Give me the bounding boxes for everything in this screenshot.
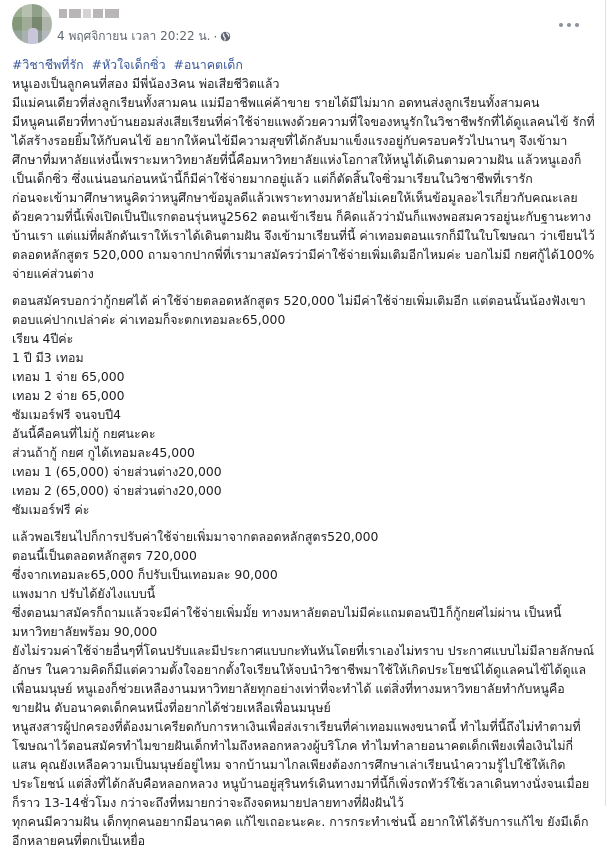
text-line: เทอม 2 (65,000) จ่ายส่วนต่าง20,000 [12,483,222,498]
text-line: ทุกคนมีความฝัน เด็กทุกคนอยากมีอนาคต แก้ไขเถอะนะคะ. การกระทำเช่นนี้ อยากให้ได้รับการแก้ไข ยังมีเด็ก [12,814,589,829]
text-line: เทอม 1 จ่าย 65,000 [12,369,125,384]
text-line: หนูเองเป็นลูกคนที่สอง มีพี่น้อง3คน พ่อเสียชีวิตแล้ว [12,76,280,91]
text-line: เป็นเด็กซิ่ว ซึ่งแน่นอนก่อนหน้านี้ก็มีค่าใช้จ่ายมากอยู่แล้ว แต่ก็ตัดสิ้นใจซิ่วมาเรียนในวิชาชีพที่เรารัก [12,171,533,186]
text-line: ขายฝัน ดับอนาคตเด็กคนหนึ่งที่อยากได้ช่วยเหลือเพื่อนมนุษย์ [12,700,331,715]
paragraph-complaint [12,527,600,850]
text-line: ศึกษาที่มหาลัยแห่งนี้เพราะมหาวิทยาลัยที่นี้คือมหาวิทยาลัยแห่งโอกาสให้หนูได้เดินตามความฝัน แล้วหนูเองก็ [12,152,582,167]
dot [575,23,579,27]
text-line: ด้วยความที่นี้เพิ่งเปิดเป็นปีแรกตอนรุ่นหนู2562 ตอนเข้าเรียน ก็คิดแล้วว่ามันก็แพงพอสมควรอยู่นะกับฐานะทาง [12,209,591,224]
text-line: หนูสงสารผู้ปกครองที่ต้องมาเครียดกับการหาเงินเพื่อส่งเราเรียนที่ค่าเทอมแพงขนาดนี้ ทำไมที่นี้ถึงไม่ทำตามที่ [12,719,581,734]
text-line: ก็ราว 13-14ชั่วโมง กว่าจะถึงที่หมายกว่าจะถึงจดหมายปลายทางที่ฝังฝันไว้ [12,795,404,810]
text-line: เทอม 2 จ่าย 65,000 [12,388,125,403]
text-line: จ่ายแค่ส่วนต่าง [12,266,94,281]
text-line: ตอนสมัครบอกว่ากู้กยศได้ ค่าใช้จ่ายตลอดหลักสูตร 520,000 ไม่มีค่าใช้จ่ายเพิ่มเติมอีก แต่ตอนนั้นน้องฟังเขา [12,293,586,308]
text-line: แพงมาก ปรับได้ยังไงแบบนี้ [12,586,156,601]
post-meta [57,27,231,46]
text-line: ยังไม่รวมค่าใช้จ่ายอื่นๆที่โดนปรับและมีประกาศแบบกะทันหันโดยที่เราเองไม่ทราบ ประกาศแบบไม่มีลายลักษณ์ [12,643,595,658]
text-line: เทอม 1 (65,000) จ่ายส่วนต่าง20,000 [12,464,222,479]
text-line: มีหนูคนเดียวที่ทางบ้านยอมส่งเสียเรียนที่ค่าใช้จ่ายแพงด้วยความที่ใจของหนูรักในวิชาชีพรักที่ได้ดูแลคนไข้ รักที่ [12,114,595,129]
text-line: ซัมเมอร์ฟรี ค่ะ [12,502,90,517]
author-name-blurred[interactable] [59,9,121,18]
text-line: ซัมเมอร์ฟรี จนจบปี4 [12,407,122,422]
paragraph-gap [12,283,600,291]
text-line: อักษร ในความคิดก็มีแต่ความตั้งใจอยากตั้งใจเรียนให้จบนำวิชาชีพมาใช้ให้เกิดประโยชน์ได้ดูแลคนไข้ได้ดูแล [12,662,587,677]
text-line: เรียน 4ปีค่ะ [12,331,74,346]
post-body [12,55,600,850]
blur-block [93,9,103,18]
blur-block [59,9,67,18]
paragraph-background [12,74,600,283]
text-line: ได้สร้างรอยยิ้มให้กับคนไข้ อยากให้คนไข้มีความสุขที่ได้กลับมาแข็งแรงอยู่กับครอบครัวไปนานๆ จึงเข้ามา [12,133,568,148]
hashtag-list [12,55,600,74]
text-line: ประโยชน์ แต่สิ่งที่ได้กลับคือหลอกหลวง หนูบ้านอยู่สุรินทร์เดินทางมาที่นี้ก็เพิ่งรถทัวร์ใช้เวลาเดินทางนั่งจนเมื่อย [12,776,590,791]
blur-block [105,9,119,18]
text-line: ตอบแค่ปากเปล่าค่ะ ค่าเทอมก็จะตกเทอมละ65,000 [12,312,286,327]
text-line: มหาวิทยาลัยพร้อม 90,000 [12,624,158,639]
text-line: ซึ่งจากเทอมละ65,000 ก็ปรับเป็นเทอมละ 90,000 [12,567,278,582]
hashtag-link[interactable]: #วิชาชีพที่รัก [12,57,84,72]
text-line: แสน คุณยังเหลือความเป็นมนุษย์อยู่ไหม จากบ้านมาไกลเพียงต้องการศึกษาเล่าเรียนนำความรู้ไปใช้ให้เกิด [12,757,566,772]
avatar[interactable] [12,4,52,44]
hashtag-link[interactable]: #หัวใจเด็กซิ่ว [91,57,166,72]
post-header [0,0,605,52]
meta-separator: · [213,29,218,44]
paragraph-tuition-plan [12,291,600,519]
text-line: อันนี้คือคนที่ไม่กู้ กยศนะคะ [12,426,156,441]
text-line: บ้านเรา แต่แม่ที่ผลักดันเราให้เราได้เดินตามฝัน จึงเข้ามาเรียนที่นี้ ค่าเทอมตอนแรกก็มีในใบโฆษณา ว่าเขียนไว้ [12,228,595,243]
text-line: เพื่อนมนุษย์ หนูเองก็ช่วยเหลืองานมหาวิทยาลัยทุกอย่างเท่าที่จะทำได้ แต่สิ่งที่ทางมหาวิทยาลัยทำกับหนูคือ [12,681,565,696]
text-line: ก่อนจะเข้ามาศึกษาหนูคิดว่าหนูศึกษาข้อมูลดีแล้วเพราะทางมหาลัยไม่เคยให้เห็นข้อมูลอะไรเกี่ยวกับคณะเลย [12,190,578,205]
post-timestamp[interactable]: 4 พฤศจิกายน เวลา 20:22 น. [57,29,211,43]
hashtag-link[interactable]: #อนาคตเด็ก [173,57,243,72]
blur-block [83,9,91,18]
text-line: ซึ่งตอนมาสมัครก็ถามแล้วจะมีค่าใช้จ่ายเพิ่มมั้ย ทางมหาลัยตอบไม่มีค่ะแถมตอนปี1ก็กู้กยศไม่ผ่าน เป็นหนี้ [12,605,562,620]
paragraph-gap [12,519,600,527]
dot [559,23,563,27]
globe-icon[interactable] [220,31,231,42]
text-line: ส่วนถ้ากู้ กยศ กูได้เทอมละ45,000 [12,445,195,460]
more-options-icon[interactable] [559,20,579,30]
text-line: มีแม่คนเดียวที่ส่งลูกเรียนทั้งสามคน แม่มีอาชีพแค่ค้าขาย รายได้มีไม่มาก อดทนส่งลูกเรียนทั้งสามคน [12,95,540,110]
text-line: ตอนนี้เป็นตลอดหลักสูตร 720,000 [12,548,197,563]
text-line: ตลอดหลักสูตร 520,000 ถามจากปากพี่ที่เรามาสมัครว่ามีค่าใช้จ่ายเพิ่มเติมอีกไหมค่ะ บอกไม่มี กยศกู้ได้100% [12,247,595,262]
text-line: โฆษณาไว้ตอนสมัครทำไมขายฝันเด็กทำไมถึงหลอกหลวงผู้บริโภค ทำไมทำลายอนาคตเด็กเพียงเพื่อเงินไม่กี่ [12,738,574,753]
text-line: แล้วพอเรียนไปก็การปรับค่าใช้จ่ายเพิ่มมาจากตลอดหลักสูตร520,000 [12,529,379,544]
text-line: 1 ปี มี3 เทอม [12,350,84,365]
blur-block [69,9,81,18]
text-line: อีกหลายคนที่ตกเป็นเหยื่อ [12,833,146,848]
dot [567,23,571,27]
